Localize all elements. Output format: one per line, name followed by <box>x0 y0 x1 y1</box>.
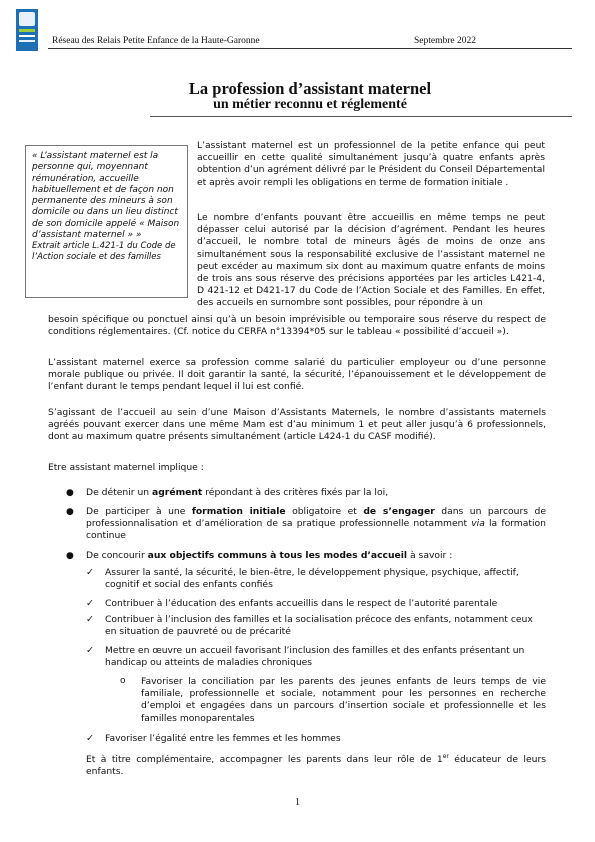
page-title: La profession d’assistant maternel <box>188 79 432 98</box>
intro-paragraph-1: L’assistant maternel est un professionnel de la petite enfance qui peut accueillir en cette qualité simultanément jusqu’à quatre enfants après obtention d’un agrément délivré par le Président du Conseil Départemental et après avoir rempli les obligations en terme de formation initiale . <box>197 140 545 188</box>
check-item-egalite: Favoriser l’égalité entre les femmes et les hommes <box>105 733 341 744</box>
bullet-icon: ● <box>66 507 74 517</box>
check-item-sante: Assurer la santé, la sécurité, le bien-être, le développement physique, psychique, affectif, cognitif et social des enfants confiés <box>105 567 519 591</box>
sub-bullet-icon: o <box>120 676 126 686</box>
header-right: Septembre 2022 <box>414 36 477 46</box>
check-item-inclusion-familles: Contribuer à l’inclusion des familles et la socialisation précoce des enfants, notamment ceux en situation de pauvreté ou de précarité <box>105 614 533 638</box>
paragraph-implies: Etre assistant maternel implique : <box>48 462 204 473</box>
closing-paragraph: Et à titre complémentaire, accompagner les parents dans leur rôle de 1er éducateur de leurs enfants. <box>86 753 547 778</box>
bullet-icon: ● <box>66 551 74 561</box>
quote-source: Extrait article L.421-1 du Code de l’Action sociale et des familles <box>32 241 176 262</box>
check-item-handicap: Mettre en œuvre un accueil favorisant l’inclusion des familles et des enfants présentant un handicap ou atteints de maladies chroniques <box>105 645 525 669</box>
paragraph-mam: S’agissant de l’accueil au sein d’une Maison d’Assistants Maternels, le nombre d’assistants maternels agréés pouvant exercer dans une même Mam est d’au minimum 1 et peut aller jusqu’à 6 professionnels, dont au maximum quatre présents simultanément (article L424-1 du CASF modifié). <box>48 407 546 443</box>
page-subtitle: un métier reconnu et réglementé <box>213 97 407 112</box>
page-number: 1 <box>295 797 300 808</box>
check-icon: ✓ <box>86 645 94 656</box>
check-item-education: Contribuer à l’éducation des enfants accueillis dans le respect de l’autorité parentale <box>105 598 498 609</box>
quote-text: « L’assistant maternel est la personne qui, moyennant rémunération, accueille habituellement et de façon non permanente des mineurs à son domicile ou dans un lieu distinct de son domicile appelé « Maison d’assistant maternel » » <box>32 151 180 241</box>
bullet-agrement: De détenir un agrément répondant à des critères fixés par la loi, <box>86 487 389 498</box>
bullet-formation: De participer à une formation initiale obligatoire et de s’engager dans un parcours de professionnalisation et d’amélioration de sa pratique professionnelle notamment via la formation continue <box>86 506 546 542</box>
intro-paragraph-2: Le nombre d’enfants pouvant être accueillis en même temps ne peut dépasser celui autorisé par la décision d’agrément. Pendant les heures d’accueil, le nombre total de mineurs âgés de moins de onze ans simultanément sous la responsabilité exclusive de l’assistant maternel ne peut excéder au maximum six dont au maximum quatre enfants de moins de trois ans sous réserve des précisions apportées par les articles L421-4, D 421-12 et D421-17 du Code de l’Action Sociale et des Familles. En effet, des accueils en surnombre sont possibles, pour répondre à un <box>197 212 545 309</box>
intro-paragraph-2-continued: besoin spécifique ou ponctuel ainsi qu’à un besoin imprévisible ou temporaire sous réserve du respect de conditions réglementaires. (Cf. notice du CERFA n°13394*05 sur le tableau « possibilité d’accueil »). <box>48 314 546 338</box>
check-icon: ✓ <box>86 567 94 578</box>
paragraph-employment: L’assistant maternel exerce sa profession comme salarié du particulier employeur ou d’une personne morale publique ou privée. Il doit garantir la santé, la sécurité, l’épanouissement et le développement de l’enfant durant le temps pendant lequel il lui est confié. <box>48 357 546 393</box>
check-icon: ✓ <box>86 733 94 744</box>
caf-logo-icon <box>16 9 38 51</box>
header-left: Réseau des Relais Petite Enfance de la Haute-Garonne <box>52 36 260 46</box>
header-divider <box>48 48 572 49</box>
bullet-icon: ● <box>66 488 74 498</box>
check-icon: ✓ <box>86 614 94 625</box>
quote-box <box>25 145 188 298</box>
check-icon: ✓ <box>86 598 94 609</box>
sub-item-conciliation: Favoriser la conciliation par les parents des jeunes enfants de leurs temps de vie familiale, professionnelle et sociale, notamment pour les personnes en recherche d’emploi et engagées dans un parcours d’insertion sociale et professionnelle et les familles monoparentales <box>141 676 546 724</box>
title-divider <box>150 116 572 117</box>
bullet-objectifs: De concourir aux objectifs communs à tous les modes d’accueil à savoir : <box>86 550 453 561</box>
